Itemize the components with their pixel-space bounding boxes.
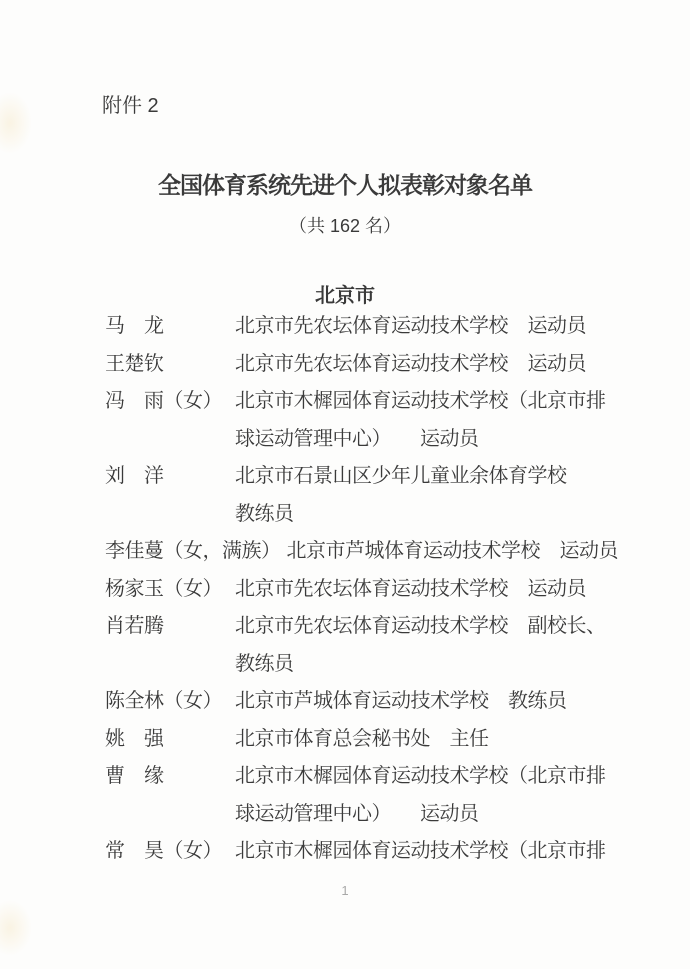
list-item (105, 571, 640, 609)
person-affiliation (235, 571, 640, 609)
list-item (105, 833, 640, 871)
affiliation-line: 北京市石景山区少年儿童业余体育学校 (235, 465, 567, 487)
affiliation-line: 北京市芦城体育运动技术学校 教练员 (235, 690, 567, 712)
affiliation-line: 北京市木樨园体育运动技术学校（北京市排 (235, 840, 606, 862)
scan-smudge (0, 92, 32, 154)
entry-list (105, 308, 640, 871)
person-name: 曹 缘 (105, 765, 164, 787)
list-item (105, 346, 640, 384)
affiliation-line: 北京市木樨园体育运动技术学校（北京市排 (235, 390, 606, 412)
person-affiliation (235, 383, 640, 458)
document-subtitle: （共 162 名） (288, 216, 402, 236)
person-affiliation (235, 683, 640, 721)
list-item (105, 758, 640, 833)
affiliation-line: 北京市先农坛体育运动技术学校 副校长、 (235, 615, 606, 637)
person-affiliation (235, 608, 640, 683)
list-item (105, 608, 640, 683)
person-affiliation (235, 833, 640, 871)
affiliation-line: 北京市体育总会秘书处 主任 (235, 727, 489, 750)
page-number: 1 (341, 883, 349, 898)
person-affiliation (235, 308, 640, 346)
list-item (105, 458, 640, 533)
section-heading-beijing: 北京市 (315, 285, 375, 307)
document-title: 全国体育系统先进个人拟表彰对象名单 (158, 172, 532, 198)
person-affiliation (235, 758, 640, 833)
list-item (105, 683, 640, 721)
person-name: 马 龙 (105, 315, 164, 337)
person-name: 陈全林（女） (105, 690, 222, 712)
affiliation-line: 北京市先农坛体育运动技术学校 运动员 (235, 577, 586, 600)
person-name: 刘 洋 (105, 465, 164, 487)
person-name: 肖若腾 (105, 615, 164, 637)
person-affiliation (235, 346, 640, 384)
list-item (105, 721, 640, 759)
list-item (105, 308, 640, 346)
person-name: 冯 雨（女） (105, 390, 222, 412)
person-name: 杨家玉（女） (105, 577, 222, 600)
affiliation-line: 北京市芦城体育运动技术学校 运动员 (286, 540, 618, 562)
affiliation-line: 教练员 (235, 502, 294, 525)
person-affiliation (235, 721, 640, 759)
attachment-label: 附件 2 (102, 95, 159, 117)
person-name: 李佳蔓（女，满族） (105, 540, 281, 562)
affiliation-line: 北京市木樨园体育运动技术学校（北京市排 (235, 765, 606, 787)
affiliation-line: 球运动管理中心） 运动员 (235, 427, 479, 450)
person-name: 姚 强 (105, 727, 164, 750)
list-item (105, 383, 640, 458)
affiliation-line: 北京市先农坛体育运动技术学校 运动员 (235, 315, 586, 337)
affiliation-line: 球运动管理中心） 运动员 (235, 802, 479, 825)
person-affiliation (287, 533, 641, 571)
person-name: 常 昊（女） (105, 840, 222, 862)
person-name: 王楚钦 (105, 352, 164, 375)
scan-smudge (0, 900, 32, 956)
person-affiliation (235, 458, 640, 533)
affiliation-line: 北京市先农坛体育运动技术学校 运动员 (235, 352, 586, 375)
list-item (105, 533, 640, 571)
affiliation-line: 教练员 (235, 652, 294, 675)
